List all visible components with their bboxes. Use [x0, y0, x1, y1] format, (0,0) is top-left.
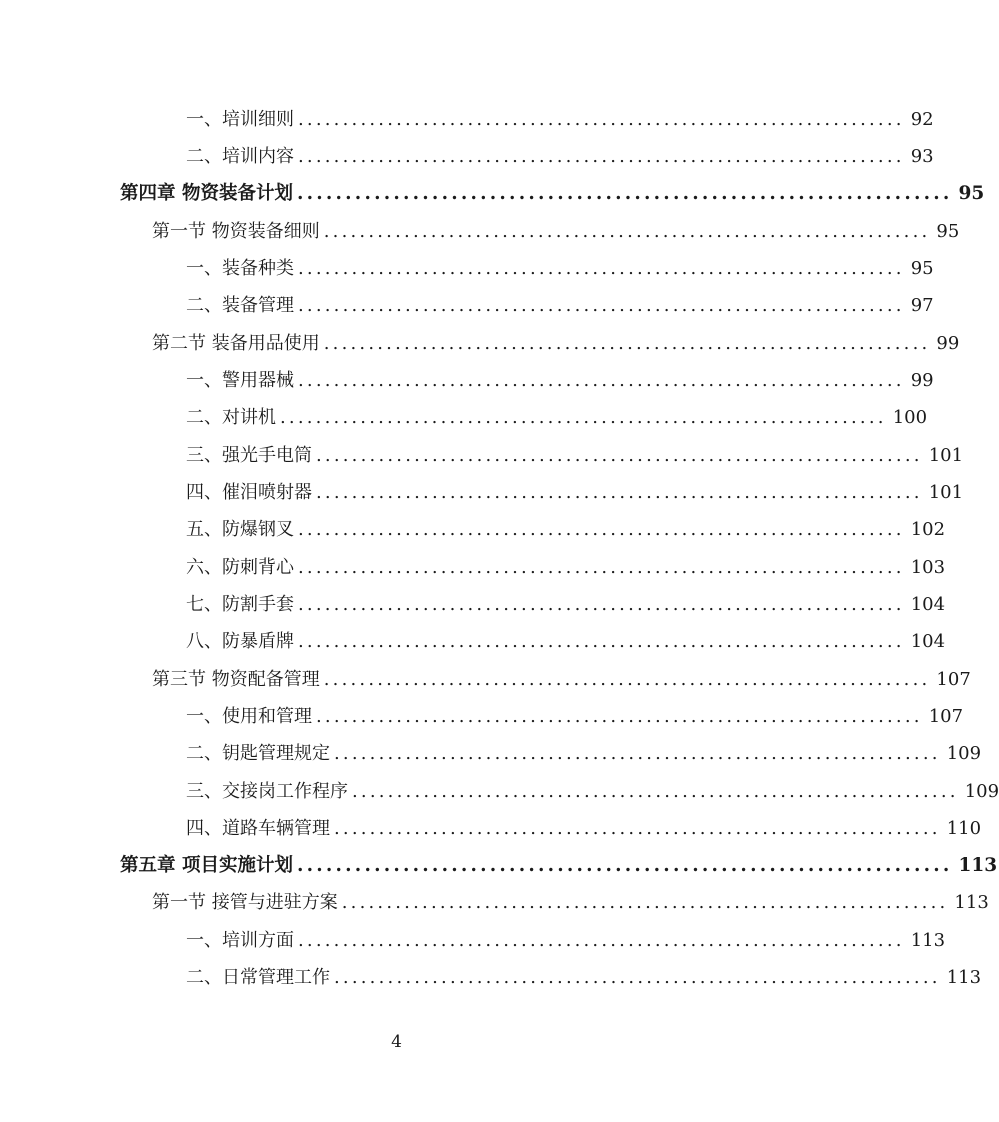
dot-leader: ....................................................................	[298, 258, 905, 279]
toc-entry-page: 92	[910, 109, 934, 130]
toc-entry-label: 第三节 物资配备管理	[152, 669, 320, 690]
toc-entry-page: 93	[910, 146, 934, 167]
toc-entry-page: 104	[910, 631, 946, 652]
dot-leader: ....................................................................	[298, 631, 905, 652]
toc-entry[interactable]	[186, 628, 946, 656]
toc-entry-label: 七、防割手套	[186, 594, 294, 615]
toc-entry-label: 六、防刺背心	[186, 557, 294, 578]
toc-entry-page: 95	[936, 221, 960, 242]
dot-leader: ....................................................................	[316, 706, 923, 727]
toc-entry[interactable]	[120, 180, 985, 208]
toc-entry-page: 104	[910, 594, 946, 615]
toc-entry-label: 第一节 物资装备细则	[152, 221, 320, 242]
toc-entry-page: 95	[910, 258, 934, 279]
toc-entry-page: 100	[892, 407, 928, 428]
toc-entry-label: 一、装备种类	[186, 258, 294, 279]
toc-entry[interactable]	[186, 292, 934, 320]
toc-entry-page: 101	[928, 445, 964, 466]
toc-entry[interactable]	[186, 554, 946, 582]
toc-entry[interactable]	[186, 778, 999, 806]
toc-entry-label: 二、对讲机	[186, 407, 276, 428]
dot-leader: ....................................................................	[296, 183, 953, 204]
toc-entry-page: 113	[946, 967, 982, 988]
toc-entry[interactable]	[186, 255, 934, 283]
toc-entry-page: 107	[928, 706, 964, 727]
toc-entry[interactable]	[186, 740, 982, 768]
dot-leader: ....................................................................	[298, 146, 905, 167]
toc-entry-page: 113	[954, 892, 989, 913]
toc-entry-page: 101	[928, 482, 964, 503]
toc-entry-label: 一、警用器械	[186, 370, 294, 391]
toc-entry[interactable]	[186, 815, 982, 843]
dot-leader: ....................................................................	[323, 333, 931, 354]
toc-entry-page: 113	[958, 855, 998, 876]
dot-leader: ....................................................................	[298, 930, 905, 951]
dot-leader: ....................................................................	[334, 743, 941, 764]
toc-entry[interactable]	[186, 106, 934, 134]
toc-entry-label: 一、培训方面	[186, 930, 294, 951]
toc-entry-label: 二、日常管理工作	[186, 967, 330, 988]
toc-entry[interactable]	[186, 516, 946, 544]
toc-entry-page: 99	[936, 333, 960, 354]
toc-entry[interactable]	[186, 703, 964, 731]
dot-leader: ....................................................................	[298, 594, 905, 615]
toc-entry-label: 第一节 接管与进驻方案	[152, 892, 338, 913]
dot-leader: ....................................................................	[316, 482, 923, 503]
toc-entry-label: 二、装备管理	[186, 295, 294, 316]
dot-leader: ....................................................................	[298, 519, 905, 540]
toc-entry-label: 一、使用和管理	[186, 706, 312, 727]
toc-entry[interactable]	[152, 218, 960, 246]
dot-leader: ....................................................................	[334, 967, 941, 988]
dot-leader: ....................................................................	[298, 370, 905, 391]
toc-entry[interactable]	[186, 927, 946, 955]
dot-leader: ....................................................................	[334, 818, 941, 839]
toc-entry-label: 第二节 装备用品使用	[152, 333, 320, 354]
toc-entry-label: 三、强光手电筒	[186, 445, 312, 466]
toc-entry[interactable]	[186, 367, 934, 395]
dot-leader: ....................................................................	[298, 557, 905, 578]
dot-leader: ....................................................................	[298, 109, 905, 130]
dot-leader: ....................................................................	[280, 407, 887, 428]
toc-entry[interactable]	[186, 442, 964, 470]
dot-leader: ....................................................................	[341, 892, 949, 913]
toc-entry-label: 第五章 项目实施计划	[120, 855, 293, 876]
toc-entry-label: 第四章 物资装备计划	[120, 183, 293, 204]
dot-leader: ....................................................................	[352, 781, 959, 802]
toc-entry-page: 99	[910, 370, 934, 391]
toc-entry[interactable]	[152, 889, 989, 917]
toc-entry-page: 107	[936, 669, 971, 690]
toc-entry-label: 四、催泪喷射器	[186, 482, 312, 503]
toc-entry-label: 一、培训细则	[186, 109, 294, 130]
toc-entry-label: 四、道路车辆管理	[186, 818, 330, 839]
toc-entry-page: 102	[910, 519, 946, 540]
dot-leader: ....................................................................	[316, 445, 923, 466]
toc-entry-label: 三、交接岗工作程序	[186, 781, 348, 802]
dot-leader: ....................................................................	[296, 855, 953, 876]
dot-leader: ....................................................................	[323, 669, 931, 690]
toc-entry-label: 二、钥匙管理规定	[186, 743, 330, 764]
toc-entry[interactable]	[120, 852, 998, 880]
toc-entry-page: 95	[958, 183, 985, 204]
toc-entry[interactable]	[152, 330, 960, 358]
toc-entry-page: 109	[964, 781, 999, 802]
toc-entry[interactable]	[186, 404, 928, 432]
toc-entry-page: 97	[910, 295, 934, 316]
toc-entry-label: 二、培训内容	[186, 146, 294, 167]
toc-entry[interactable]	[186, 591, 946, 619]
toc-entry-label: 八、防暴盾牌	[186, 631, 294, 652]
toc-entry-label: 五、防爆钢叉	[186, 519, 294, 540]
toc-entry-page: 109	[946, 743, 982, 764]
toc-entry-page: 110	[946, 818, 982, 839]
page-number: 4	[391, 1032, 402, 1052]
toc-entry-page: 103	[910, 557, 946, 578]
dot-leader: ....................................................................	[323, 221, 931, 242]
toc-entry[interactable]	[186, 143, 934, 171]
toc-entry[interactable]	[186, 479, 964, 507]
toc-entry[interactable]	[152, 666, 971, 694]
toc-entry-page: 113	[910, 930, 946, 951]
toc-entry[interactable]	[186, 964, 982, 992]
dot-leader: ....................................................................	[298, 295, 905, 316]
